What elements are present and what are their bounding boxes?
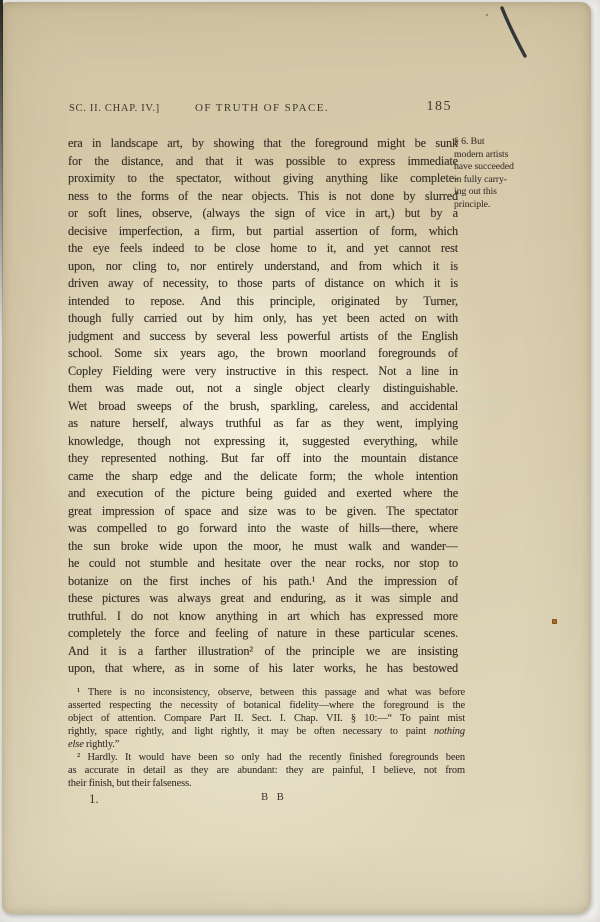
body-text-line: them was made out, not a single object clearly distinguishable.: [68, 381, 458, 395]
body-text-line: era in landscape art, by showing that the foreground might be sunk: [68, 136, 458, 150]
footnote-line: ² Hardly. It would have been so only had the recently finished foregrounds been: [77, 752, 465, 763]
footnote-italic: nothing: [433, 726, 465, 737]
page-edge-shadow: [0, 0, 3, 340]
body-text-line: school. Some six years ago, the brown moorland foregrounds of: [68, 346, 458, 360]
body-text-line: Copley Fielding were very instructive in this respect. Not a line in: [68, 363, 458, 378]
body-text-line: was compelled to go forward into the waste of hills—there, where: [68, 521, 458, 535]
page-number: 185: [426, 99, 452, 114]
footnote-line: object of attention. Compare Part II. Sect. I. Chap. VII. § 10:—“ To paint mist: [68, 713, 465, 724]
margin-note-line: have succeeded: [454, 161, 514, 172]
show-through-smudge: [461, 410, 503, 415]
footnote-text: rightly, space rightly, and light rightly, it may be often necessary to paint: [68, 726, 434, 737]
body-text-line: ness to the forms of the near objects. This is not done by slurred: [68, 188, 458, 203]
paper-speck: [552, 619, 557, 624]
printer-signature: B B: [261, 792, 287, 803]
body-text-line: driven away of necessity, to those parts of distance on which it is: [68, 276, 458, 290]
volume-signature: 1.: [89, 791, 99, 806]
body-text-line: or soft lines, observe, (always the sign of vice in art,) but by a: [68, 206, 458, 220]
footnote-line: ¹ There is no inconsistency, observe, between this passage and what was before: [77, 687, 465, 698]
margin-note-line: ing out this: [454, 186, 497, 197]
margin-note: [454, 136, 544, 211]
margin-note-line: § 6. But: [454, 136, 485, 147]
margin-note-line: principle.: [454, 198, 491, 210]
body-text-line: as nature herself, always truthful as far as they went, implying: [68, 416, 458, 430]
footnote-italic: else: [68, 739, 84, 750]
footnote-line: their finish, but their falseness.: [68, 778, 192, 789]
pen-mark: [480, 2, 540, 66]
body-text-line: upon, that where, as in some of his later works, he has bestowed: [68, 661, 458, 675]
body-text-line: and execution of the picture being guided and exerted where the: [68, 486, 458, 500]
body-text-line: these pictures was always great and enduring, as it was simple and: [68, 591, 458, 605]
body-text-line: the sun broke wide upon the moor, he must walk and wander—: [68, 538, 458, 553]
margin-note-line: in fully carry-: [454, 173, 507, 185]
show-through-smudge: [463, 399, 511, 404]
body-text-line: proximity to the spectator, without giving anything like complete-: [68, 171, 458, 185]
body-text-line: knowledge, though not expressing it, suggested everything, while: [68, 433, 458, 448]
margin-note-line: modern artists: [454, 148, 509, 160]
running-header-chapter: SC. II. CHAP. IV.]: [69, 103, 160, 114]
footnotes: [68, 686, 465, 790]
body-text-line: intended to repose. And this principle, originated by Turner,: [68, 293, 458, 308]
body-text: [68, 135, 458, 678]
body-text-line: they represented nothing. But far off into the mountain distance: [68, 451, 458, 465]
body-text-line: botanize on the first inches of his path.¹ And the impression of: [68, 573, 458, 588]
book-page: [2, 2, 591, 914]
body-text-line: Wet broad sweeps of the brush, sparkling, careless, and accidental: [68, 398, 458, 413]
body-text-line: came the sharp edge and the delicate form; the whole intention: [68, 468, 458, 483]
body-text-line: And it is a farther illustration² of the principle we are insisting: [68, 643, 458, 658]
footnote-text: rightly.”: [83, 739, 120, 750]
running-header-title: OF TRUTH OF SPACE.: [194, 102, 329, 114]
body-text-line: truthful. I do not know anything in art which has expressed more: [68, 608, 458, 623]
body-text-line: decisive imperfection, a firm, but partial assertion of form, which: [68, 223, 458, 238]
footnote-line: [68, 725, 465, 738]
body-text-line: though fully carried out by him only, has yet been acted on with: [68, 311, 458, 325]
footnote-line: asserted respecting the necessity of botanical fidelity—where the foreground is the: [68, 700, 465, 711]
body-text-line: he could not stumble and hesitate over the near rocks, nor stop to: [68, 556, 458, 570]
body-text-line: for the distance, and that it was possible to express immediate: [68, 153, 458, 168]
footnote-line: as accurate in detail as they are abundant: they are painful, I believe, not from: [68, 765, 465, 776]
body-text-line: the eye feels indeed to be close home to it, and yet cannot rest: [68, 241, 458, 255]
body-text-line: judgment and success by several less powerful artists of the English: [68, 328, 458, 343]
body-text-line: upon, nor cling to, nor entirely understand, and from which it is: [68, 258, 458, 273]
body-text-line: completely the force and feeling of nature in these particular scenes.: [68, 626, 458, 640]
footnote-line: [68, 738, 465, 751]
body-text-line: great impression of space and size was to be given. The spectator: [68, 503, 458, 518]
